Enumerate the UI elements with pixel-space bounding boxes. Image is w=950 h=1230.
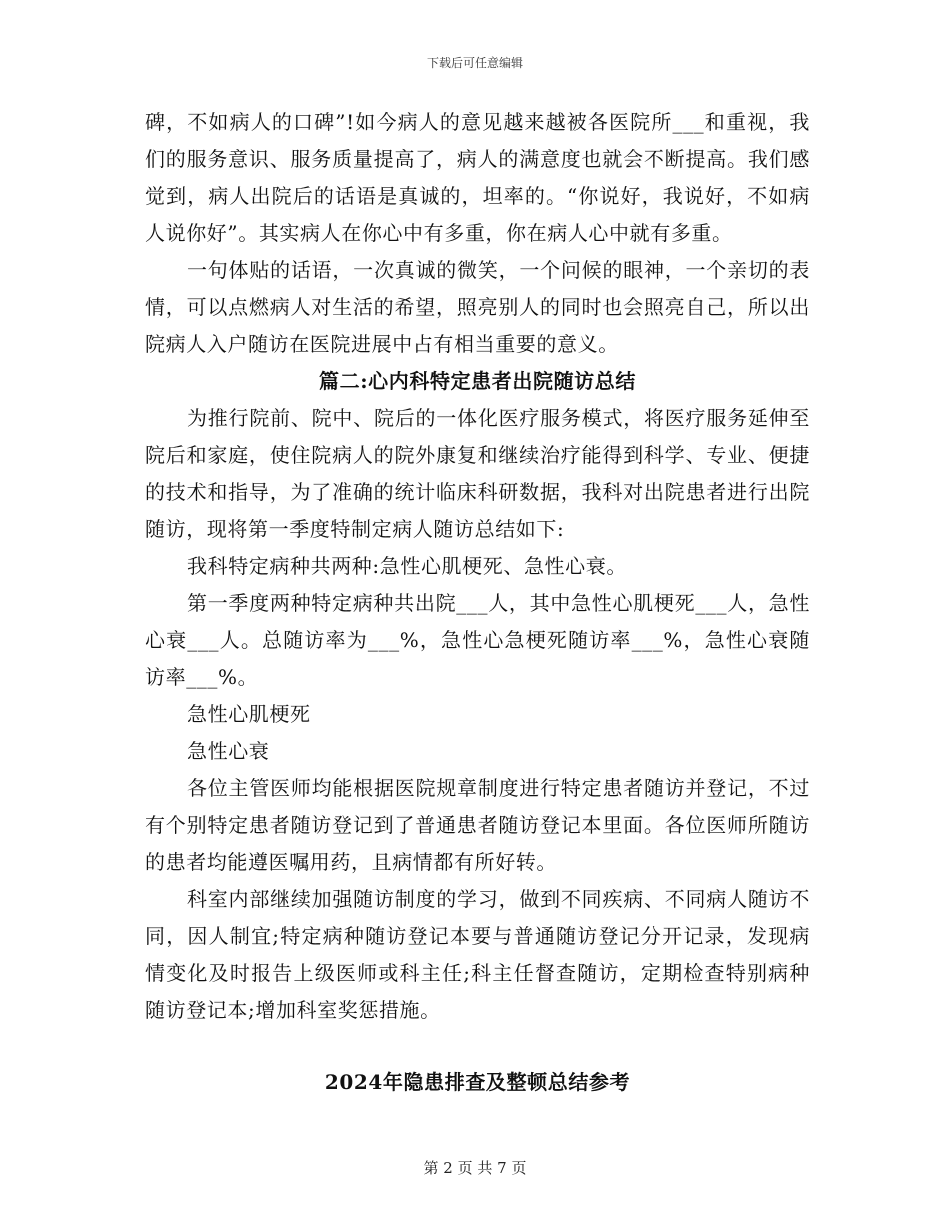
section-title: 篇二:心内科特定患者出院随访总结 (319, 369, 636, 393)
paragraph-2: 一句体贴的话语，一次真诚的微笑，一个问候的眼神，一个亲切的表情，可以点燃病人对生活的希望，照亮别人的同时也会照亮自己，所以出院病人入户随访在医院进展中占有相当重要的意义。 (145, 258, 810, 356)
paragraph-6: 急性心肌梗死 (187, 702, 311, 726)
paragraph-1: 碑，不如病人的口碑”!如今病人的意见越来越被各医院所___和重视，我们的服务意识、服务质量提高了，病人的满意度也就会不断提高。我们感觉到，病人出院后的话语是真诚的，坦率的。“你说好，我说好，不如病人说你好”。其实病人在你心中有多重，你在病人心中就有多重。 (145, 110, 810, 245)
paragraph-3: 为推行院前、院中、院后的一体化医疗服务模式，将医疗服务延伸至院后和家庭，使住院病人的院外康复和继续治疗能得到科学、专业、便捷的技术和指导，为了准确的统计临床科研数据，我科对出院患者进行出院随访，现将第一季度特制定病人随访总结如下: (145, 406, 810, 541)
paragraph-9: 科室内部继续加强随访制度的学习，做到不同疾病、不同病人随访不同，因人制宜;特定病种随访登记本要与普通随访登记分开记录，发现病情变化及时报告上级医师或科主任;科主任督查随访，定期检查特别病种随访登记本;增加科室奖惩措施。 (145, 887, 811, 1022)
page-header: 下载后可任意编辑 (426, 56, 523, 70)
paragraph-5: 第一季度两种特定病种共出院___人，其中急性心肌梗死___人，急性心衰___人。总随访率为___%，急性心急梗死随访率___%，急性心衰随访率___%。 (145, 591, 810, 689)
paragraph-8: 各位主管医师均能根据医院规章制度进行特定患者随访并登记，不过有个别特定患者随访登记到了普通患者随访登记本里面。各位医师所随访的患者均能遵医嘱用药，且病情都有所好转。 (145, 776, 810, 874)
spacer (145, 1029, 810, 1064)
document-body (145, 104, 810, 1101)
page-footer: 第 2 页 共 7 页 (423, 1159, 527, 1177)
paragraph-4: 我科特定病种共两种:急性心肌梗死、急性心衰。 (187, 554, 627, 578)
paragraph-7: 急性心衰 (187, 739, 270, 763)
next-document-title: 2024年隐患排查及整顿总结参考 (324, 1070, 631, 1094)
